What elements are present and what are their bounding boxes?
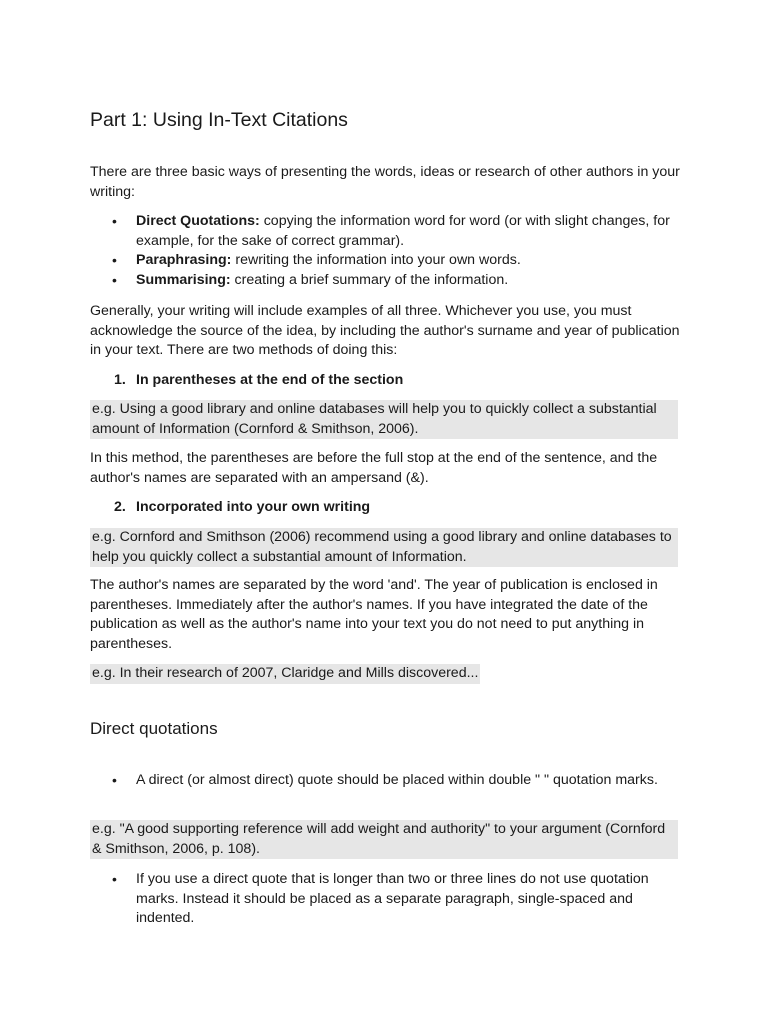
method-1-label: In parentheses at the end of the section (136, 372, 404, 388)
method-1-number: 1. (114, 372, 126, 388)
example-3: e.g. In their research of 2007, Claridge and Mills discovered... (90, 664, 480, 684)
explain-2-paragraph: The author's names are separated by the word 'and'. The year of publication is enclosed in parentheses. Immediately after the author's names. If you have integrated the date of the publication as well as the author's name into your text you do not need to put anything in parentheses. (90, 577, 658, 652)
method-2-label: Incorporated into your own writing (136, 499, 371, 515)
general-paragraph: Generally, your writing will include examples of all three. Whichever you use, you must acknowledge the source of the idea, by including the author's surname and year of publication in your text. There are two methods of doing this: (90, 303, 680, 358)
list-item (90, 212, 680, 251)
example-1: e.g. Using a good library and online databases will help you to quickly collect a substantial amount of Information (Cornford & Smithson, 2006). (90, 400, 678, 439)
method-1-heading (90, 371, 704, 391)
method-2-number: 2. (114, 499, 126, 515)
list-item (90, 271, 680, 291)
example-4: e.g. "A good supporting reference will add weight and authority" to your argument (Cornford & Smithson, 2006, p. 108). (90, 820, 678, 859)
example-3-wrapper (90, 664, 680, 684)
list-item (90, 251, 680, 271)
explain-1-paragraph: In this method, the parentheses are before the full stop at the end of the sentence, and the author's names are separated with an ampersand (&). (90, 450, 658, 486)
list-item: • If you use a direct quote that is longer than two or three lines do not use quotation marks. Instead it should be placed as a separate paragraph, single-spaced and indented. (90, 870, 680, 929)
method-2-heading (90, 498, 704, 518)
list-item-term: Paraphrasing: (136, 252, 232, 268)
list-item: • A direct (or almost direct) quote should be placed within double " " quotation marks. (90, 771, 680, 791)
section-title-direct-quotations: Direct quotations (90, 719, 218, 738)
list-item-term: Direct Quotations: (136, 213, 260, 229)
direct-quote-list-2 (90, 870, 680, 929)
example-2: e.g. Cornford and Smithson (2006) recommend using a good library and online databases to help you quickly collect a substantial amount of Information. (90, 528, 678, 567)
list-item-text: copying the information word for word (or with slight changes, for example, for the sake of correct grammar). (136, 213, 670, 249)
list-item-term: Summarising: (136, 271, 231, 288)
intro-paragraph: There are three basic ways of presenting the words, ideas or research of other authors in your writing: (90, 164, 680, 200)
citation-ways-list (90, 212, 680, 290)
direct-quote-list-1 (90, 771, 680, 791)
list-item-text: rewriting the information into your own words. (231, 252, 521, 268)
list-item-text: creating a brief summary of the information. (230, 271, 509, 288)
page-title: Part 1: Using In-Text Citations (90, 109, 348, 131)
